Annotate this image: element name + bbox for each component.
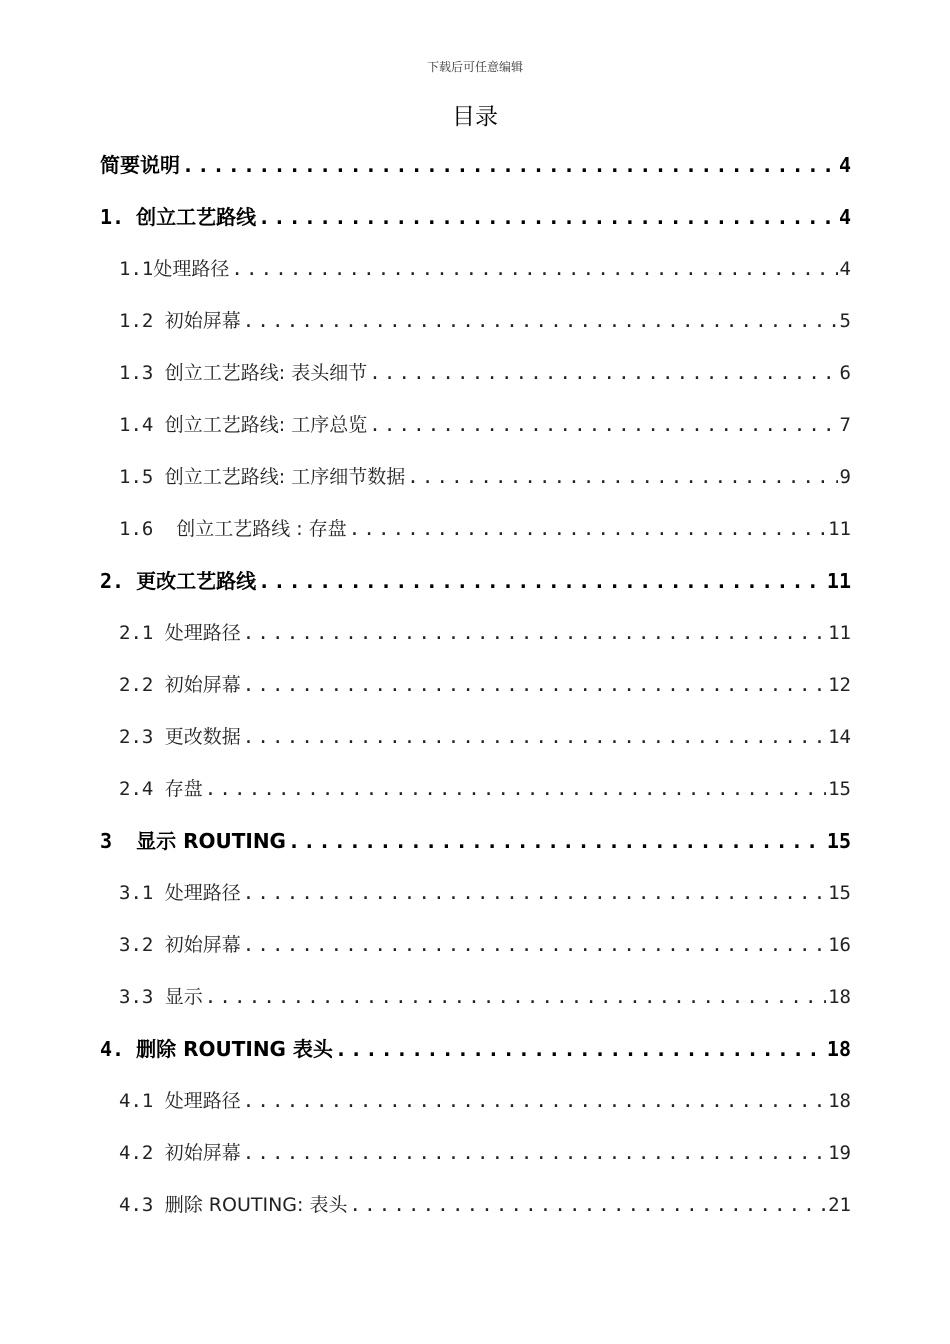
toc-page-number: 16 xyxy=(828,934,851,956)
toc-page-number: 4 xyxy=(839,258,851,280)
toc-entry-label xyxy=(119,971,203,1023)
toc-entry[interactable] xyxy=(100,139,851,191)
toc-entry-number: 1.3 xyxy=(119,362,165,384)
toc-entry-text: 删除 ROUTING: 表头 xyxy=(164,1194,348,1216)
toc-entry-text: 删除 ROUTING 表头 xyxy=(136,1037,333,1061)
toc-entry-text: 初始屏幕 xyxy=(164,310,241,332)
toc-entry-label xyxy=(119,1127,241,1179)
toc-entry-number: 2.2 xyxy=(119,674,165,696)
toc-page-number: 5 xyxy=(839,310,851,332)
toc-entry-number: 1.4 xyxy=(119,414,165,436)
toc-entry-text: 初始屏幕 xyxy=(164,674,241,696)
toc-entry-text: 初始屏幕 xyxy=(164,934,241,956)
toc-entry-number: 4. xyxy=(100,1037,137,1061)
toc-entry-number: 1.1 xyxy=(119,258,154,280)
toc-entry-label xyxy=(100,1023,333,1075)
toc-entry-number: 1.6 xyxy=(119,518,177,540)
toc-entry-text: 处理路径 xyxy=(153,258,230,280)
toc-entry[interactable] xyxy=(119,711,851,763)
toc-entry-label xyxy=(119,503,347,555)
toc-entry[interactable] xyxy=(119,919,851,971)
toc-entry[interactable] xyxy=(119,1075,851,1127)
toc-dot-leader xyxy=(243,295,838,347)
toc-page-number: 15 xyxy=(828,778,851,800)
toc-entry-text: 更改数据 xyxy=(164,726,241,748)
toc-entry-number: 3.3 xyxy=(119,986,165,1008)
toc-entry-number: 3.2 xyxy=(119,934,165,956)
toc-entry-number: 1. xyxy=(100,205,137,229)
toc-dot-leader xyxy=(205,763,826,815)
toc-entry-label xyxy=(119,399,367,451)
toc-entry-number: 4.3 xyxy=(119,1194,165,1216)
toc-dot-leader xyxy=(335,1023,825,1075)
toc-entry[interactable] xyxy=(119,295,851,347)
toc-entry[interactable] xyxy=(119,399,851,451)
toc-entry[interactable] xyxy=(119,503,851,555)
toc-entry-number: 3 xyxy=(100,829,137,853)
toc-page-number: 11 xyxy=(828,518,851,540)
toc-entry[interactable] xyxy=(119,971,851,1023)
toc-dot-leader xyxy=(349,1179,826,1231)
toc-entry-number: 1.2 xyxy=(119,310,165,332)
toc-entry[interactable] xyxy=(100,555,851,607)
toc-entry-label xyxy=(119,763,203,815)
toc-entry-text: 创立工艺路线: 工序细节数据 xyxy=(164,466,406,488)
toc-page-number: 21 xyxy=(828,1194,851,1216)
toc-page-number: 19 xyxy=(828,1142,851,1164)
toc-dot-leader xyxy=(407,451,837,503)
toc-entry[interactable] xyxy=(100,1023,851,1075)
toc-entry-label xyxy=(119,607,241,659)
toc-entry-label xyxy=(119,867,241,919)
toc-page-number: 14 xyxy=(828,726,851,748)
toc-entry-text: 简要说明 xyxy=(100,153,180,177)
toc-page-number: 15 xyxy=(828,882,851,904)
toc-entry-text: 创立工艺路线: 工序总览 xyxy=(164,414,368,436)
toc-entry-label xyxy=(119,1179,347,1231)
header-note: 下载后可任意编辑 xyxy=(426,60,523,74)
toc-entry-label xyxy=(119,451,405,503)
toc-page-number: 4 xyxy=(838,153,851,177)
toc-dot-leader xyxy=(243,1127,826,1179)
toc-page-number: 6 xyxy=(839,362,851,384)
toc-dot-leader xyxy=(182,139,837,191)
toc-entry-label xyxy=(119,1075,241,1127)
toc-dot-leader xyxy=(349,503,826,555)
toc-dot-leader xyxy=(369,399,837,451)
toc-entry-text: 处理路径 xyxy=(164,1090,241,1112)
toc-dot-leader xyxy=(258,191,837,243)
toc-entry-number: 2.4 xyxy=(119,778,165,800)
toc-page-number: 7 xyxy=(839,414,851,436)
toc-page-number: 12 xyxy=(828,674,851,696)
toc-entry-text: 创立工艺路线 : 存盘 xyxy=(176,518,347,540)
toc-page-number: 18 xyxy=(826,1037,851,1061)
toc-entry[interactable] xyxy=(119,347,851,399)
toc-page-number: 11 xyxy=(826,569,851,593)
toc-dot-leader xyxy=(243,711,826,763)
toc-entry-label xyxy=(100,139,180,191)
toc-dot-leader xyxy=(243,659,826,711)
toc-title: 目录 xyxy=(452,104,498,130)
toc-entry-label xyxy=(119,711,241,763)
toc-entry-text: 显示 xyxy=(164,986,203,1008)
toc-page-number: 18 xyxy=(828,1090,851,1112)
toc-page-number: 9 xyxy=(839,466,851,488)
toc-dot-leader xyxy=(258,555,825,607)
toc-entry-text: 更改工艺路线 xyxy=(136,569,257,593)
toc-dot-leader xyxy=(243,919,826,971)
toc-entry-label xyxy=(100,555,256,607)
toc-entry[interactable] xyxy=(119,1179,851,1231)
toc-entry[interactable] xyxy=(100,191,851,243)
toc-entry[interactable] xyxy=(100,815,851,867)
toc-dot-leader xyxy=(243,867,826,919)
toc-entry-label xyxy=(119,919,241,971)
toc-entry-number: 4.2 xyxy=(119,1142,165,1164)
toc-entry-label xyxy=(119,295,241,347)
toc-entry-text: 处理路径 xyxy=(164,622,241,644)
toc-entry-label xyxy=(119,659,241,711)
toc-entry[interactable] xyxy=(119,659,851,711)
toc-page-number: 18 xyxy=(828,986,851,1008)
toc-entry[interactable] xyxy=(119,243,851,295)
toc-page-number: 11 xyxy=(828,622,851,644)
toc-entry-text: 创立工艺路线: 表头细节 xyxy=(164,362,368,384)
toc-entry-number: 2.1 xyxy=(119,622,165,644)
toc-entry-text: 存盘 xyxy=(164,778,203,800)
toc-dot-leader xyxy=(231,243,837,295)
toc-dot-leader xyxy=(243,1075,826,1127)
toc-entry-label xyxy=(100,815,286,867)
toc-dot-leader xyxy=(205,971,826,1023)
toc-entry[interactable] xyxy=(119,607,851,659)
toc-page-number: 15 xyxy=(826,829,851,853)
toc-entry-number: 4.1 xyxy=(119,1090,165,1112)
toc-dot-leader xyxy=(243,607,826,659)
toc-entry-number: 2. xyxy=(100,569,137,593)
toc-entry-text: 显示 ROUTING xyxy=(136,829,286,853)
toc-entry-label xyxy=(119,347,367,399)
toc-entry-number: 1.5 xyxy=(119,466,165,488)
toc-entry-text: 处理路径 xyxy=(164,882,241,904)
toc-entry-number: 3.1 xyxy=(119,882,165,904)
toc-dot-leader xyxy=(369,347,837,399)
toc-page-number: 4 xyxy=(838,205,851,229)
toc-entry[interactable] xyxy=(119,451,851,503)
toc-entry[interactable] xyxy=(119,867,851,919)
toc-entry[interactable] xyxy=(119,763,851,815)
toc-entry-number: 2.3 xyxy=(119,726,165,748)
toc-entry-label xyxy=(119,243,229,295)
toc-dot-leader xyxy=(288,815,825,867)
toc-entry-text: 创立工艺路线 xyxy=(136,205,257,229)
toc-entry-text: 初始屏幕 xyxy=(164,1142,241,1164)
toc-entry-label xyxy=(100,191,256,243)
toc-entry[interactable] xyxy=(119,1127,851,1179)
